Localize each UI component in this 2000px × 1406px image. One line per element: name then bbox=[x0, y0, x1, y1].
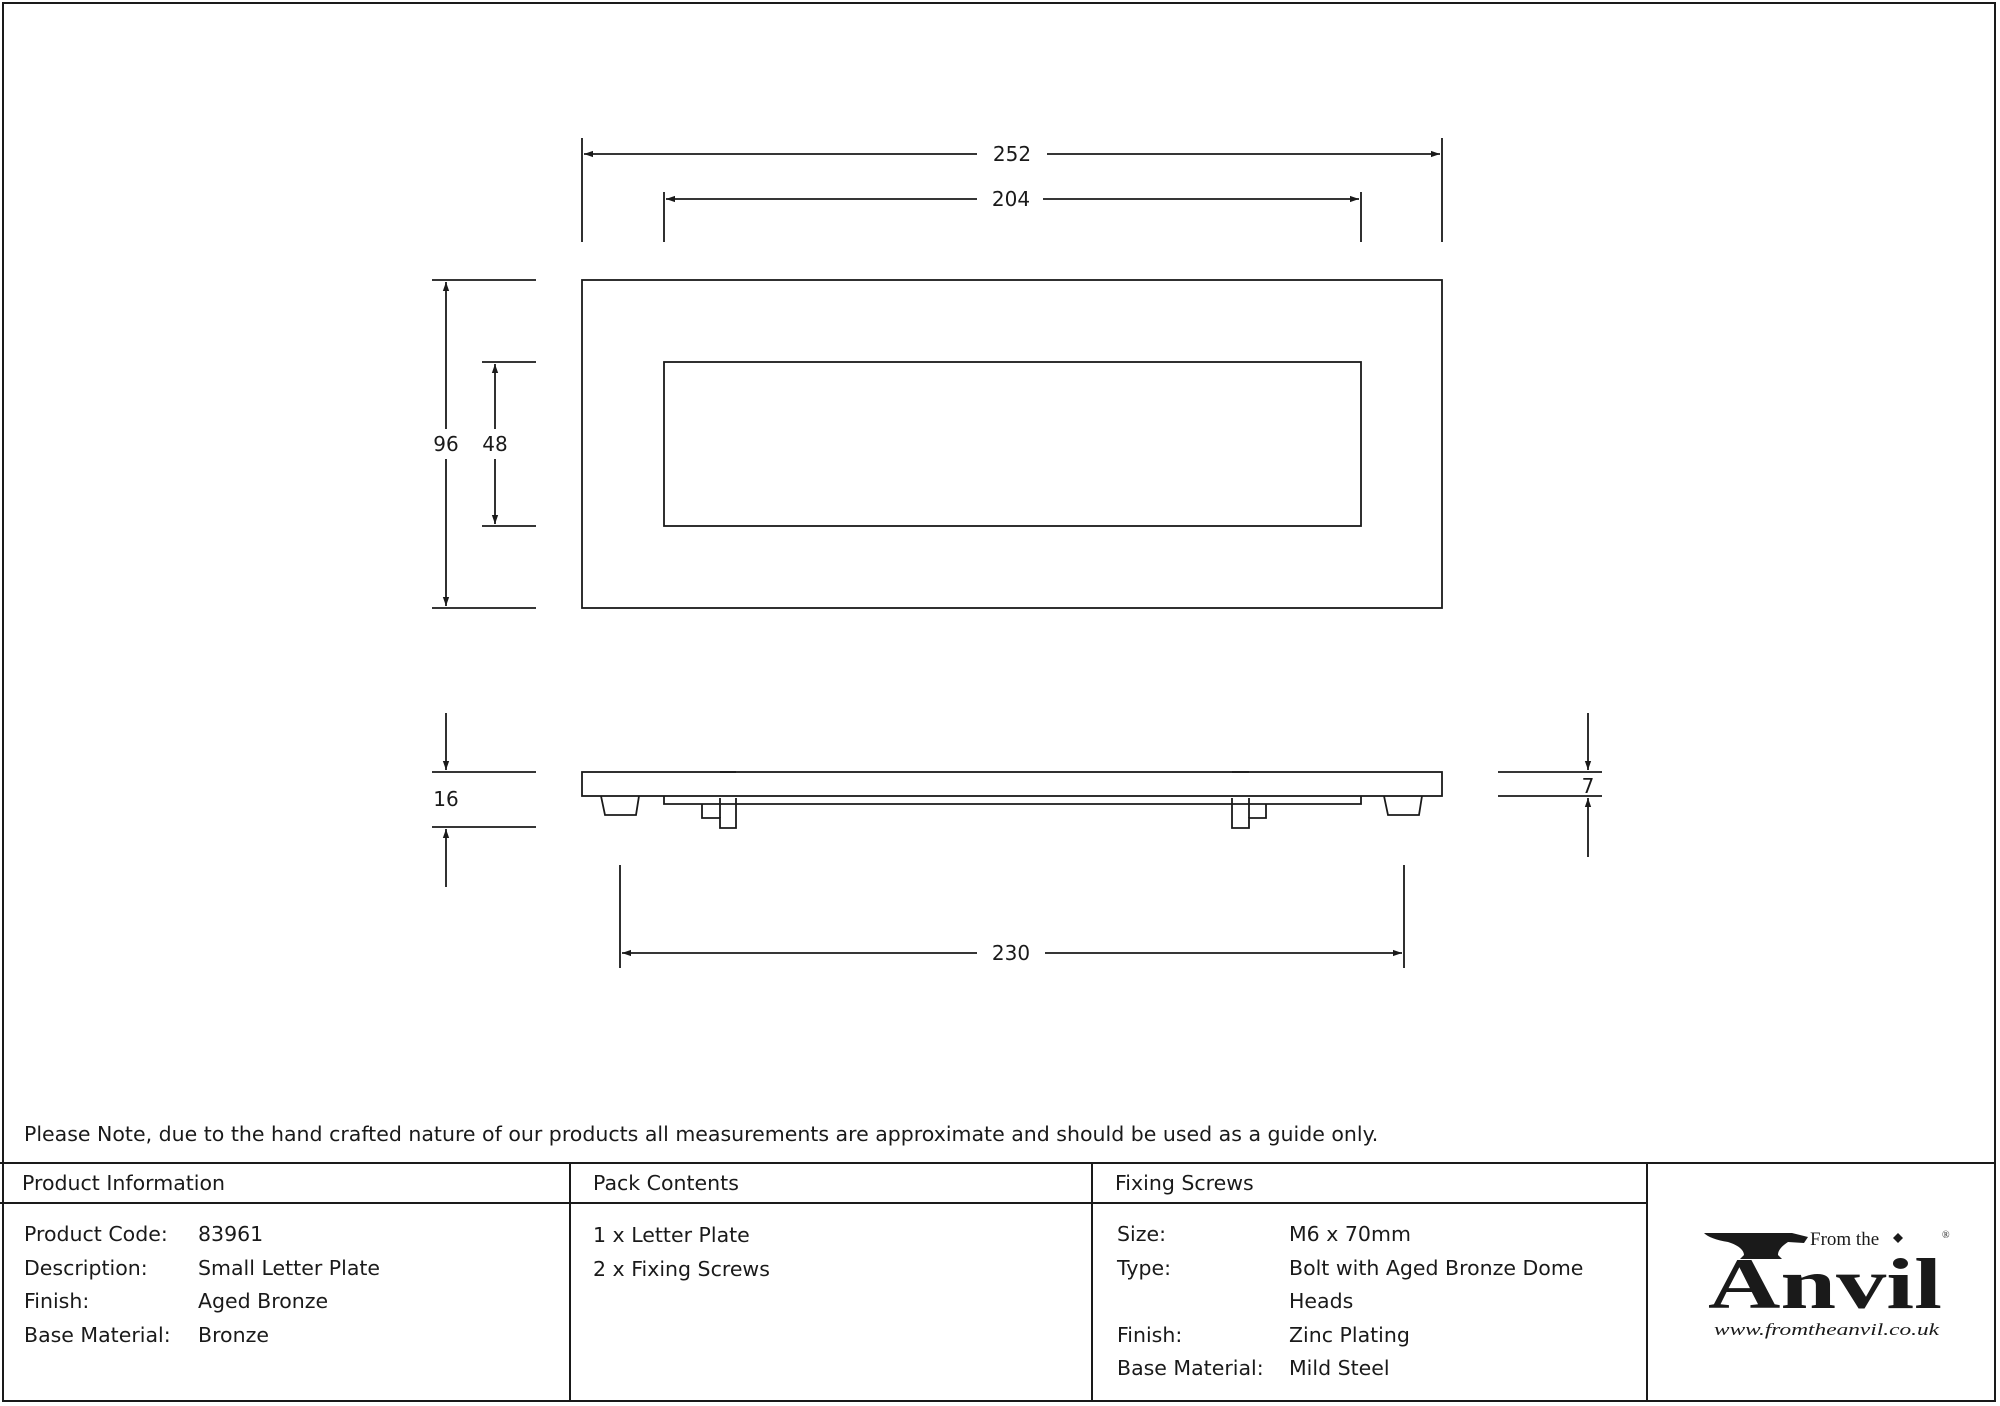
screw-type-row bbox=[1093, 1252, 1646, 1286]
info-panel bbox=[0, 1104, 1994, 1400]
product-code-row bbox=[0, 1218, 569, 1252]
description-row bbox=[0, 1252, 569, 1286]
pack-contents-section bbox=[571, 1164, 1093, 1400]
row-label: Base Material: bbox=[24, 1322, 171, 1347]
dim-label-depth: 16 bbox=[433, 787, 459, 811]
screw-base-material-row bbox=[1093, 1352, 1646, 1386]
screw-size-row bbox=[1093, 1218, 1646, 1252]
row-value: Mild Steel bbox=[1289, 1356, 1390, 1380]
product-information-heading: Product Information bbox=[0, 1164, 569, 1204]
row-label: Product Code: bbox=[24, 1222, 168, 1246]
row-value: Bronze bbox=[198, 1322, 269, 1347]
diamond-icon bbox=[1893, 1233, 1903, 1243]
row-value: Zinc Plating bbox=[1289, 1322, 1410, 1347]
row-label: Finish: bbox=[1117, 1322, 1183, 1347]
row-label: Type: bbox=[1117, 1255, 1171, 1280]
pack-contents-heading: Pack Contents bbox=[571, 1164, 1091, 1204]
pack-item: 2 x Fixing Screws bbox=[593, 1257, 770, 1281]
side-view bbox=[582, 772, 1442, 828]
pack-item: 1 x Letter Plate bbox=[593, 1223, 750, 1247]
dim-label-overall-width: 252 bbox=[992, 142, 1032, 166]
screw-finish-row bbox=[1093, 1319, 1646, 1353]
logo-url: www.fromtheanvil.co.uk bbox=[1714, 1320, 1940, 1339]
screw-type-continued-row bbox=[1093, 1285, 1646, 1319]
from-the-anvil-logo bbox=[1704, 1228, 1954, 1348]
row-label: Description: bbox=[24, 1255, 148, 1280]
row-value: Bolt with Aged Bronze Dome bbox=[1289, 1255, 1584, 1280]
measurement-note: Please Note, due to the hand crafted nature of our products all measurements are approximate and should be used as a guide only. bbox=[0, 1104, 1994, 1164]
dim-label-aperture-height: 48 bbox=[482, 432, 508, 456]
logo-anvil: Anvil bbox=[1708, 1244, 1942, 1324]
plate-outline bbox=[582, 280, 1442, 608]
aperture-outline bbox=[664, 362, 1361, 526]
row-label: Base Material: bbox=[1117, 1356, 1264, 1380]
row-label: Finish: bbox=[24, 1289, 90, 1313]
dim-label-fixing-centres: 230 bbox=[991, 941, 1031, 965]
row-value: Small Letter Plate bbox=[198, 1255, 381, 1280]
fixing-screws-heading: Fixing Screws bbox=[1093, 1164, 1646, 1204]
finish-row bbox=[0, 1285, 569, 1319]
logo-from-the: From the bbox=[1810, 1229, 1880, 1250]
dim-label-overall-height: 96 bbox=[433, 432, 459, 456]
row-label: Size: bbox=[1117, 1222, 1166, 1246]
logo-registered-mark: ® bbox=[1942, 1230, 1950, 1241]
row-value: Heads bbox=[1289, 1289, 1354, 1313]
fixing-screws-section bbox=[1093, 1164, 1648, 1400]
row-value: Aged Bronze bbox=[198, 1289, 329, 1313]
row-value: M6 x 70mm bbox=[1289, 1222, 1411, 1246]
product-information-section bbox=[0, 1164, 571, 1400]
base-material-row bbox=[0, 1319, 569, 1353]
dim-label-aperture-width: 204 bbox=[991, 187, 1031, 211]
row-value: 83961 bbox=[198, 1222, 264, 1246]
dim-label-plate-thickness: 7 bbox=[1581, 774, 1595, 798]
